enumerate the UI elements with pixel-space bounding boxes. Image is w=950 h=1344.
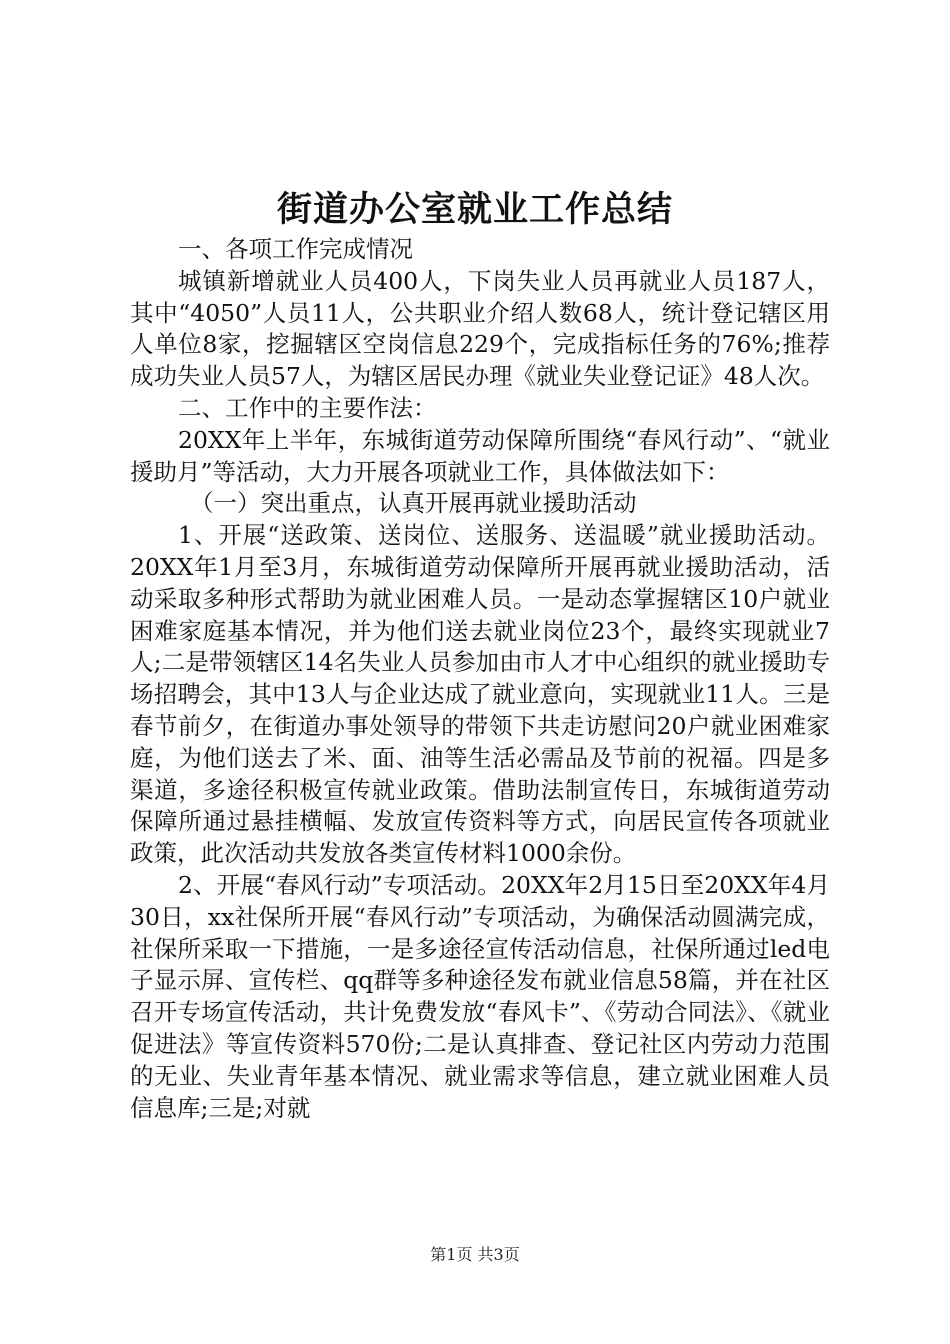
- page-footer: 第1页 共3页: [430, 1245, 520, 1264]
- document-title: 街道办公室就业工作总结: [276, 189, 673, 230]
- paragraph-overview: 20XX年上半年，东城街道劳动保障所围绕“春风行动”、“就业援助月”等活动，大力开展各项就业工作，具体做法如下：: [130, 425, 830, 486]
- paragraph-completion-stats: 城镇新增就业人员400人，下岗失业人员再就业人员187人，其中“4050”人员11人，公共职业介绍人数68人，统计登记辖区用人单位8家，挖掘辖区空岗信息229个，完成指标任务的76%;推荐成功失业人员57人，为辖区居民办理《就业失业登记证》48人次。: [130, 266, 830, 391]
- subsection-heading-1: （一）突出重点，认真开展再就业援助活动: [190, 489, 637, 518]
- paragraph-item-1: 1、开展“送政策、送岗位、送服务、送温暖”就业援助活动。20XX年1月至3月，东城街道劳动保障所开展再就业援助活动，活动采取多种形式帮助为就业困难人员。一是动态掌握辖区10户就业困难家庭基本情况，并为他们送去就业岗位23个，最终实现就业7人;二是带领辖区14名失业人员参加由市人才中心组织的就业援助专场招聘会，其中13人与企业达成了就业意向，实现就业11人。三是春节前夕，在街道办事处领导的带领下共走访慰问20户就业困难家庭，为他们送去了米、面、油等生活必需品及节前的祝福。四是多渠道，多途径积极宣传就业政策。借助法制宣传日，东城街道劳动保障所通过悬挂横幅、发放宣传资料等方式，向居民宣传各项就业政策，此次活动共发放各类宣传材料1000余份。: [130, 521, 830, 868]
- document-body: [130, 234, 830, 1124]
- section-heading-2: 二、工作中的主要作法：: [178, 393, 437, 422]
- section-heading-1: 一、各项工作完成情况: [178, 235, 413, 263]
- paragraph-item-2: 2、开展“春风行动”专项活动。20XX年2月15日至20XX年4月30日，xx社保所开展“春风行动”专项活动，为确保活动圆满完成，社保所采取一下措施，一是多途径宣传活动信息，社保所通过led电子显示屏、宣传栏、qq群等多种途径发布就业信息58篇，并在社区召开专场宣传活动，共计免费发放“春风卡”、《劳动合同法》、《就业促进法》等宣传资料570份;二是认真排查、登记社区内劳动力范围的无业、失业青年基本情况、就业需求等信息，建立就业困难人员信息库;三是;对就: [130, 870, 830, 1122]
